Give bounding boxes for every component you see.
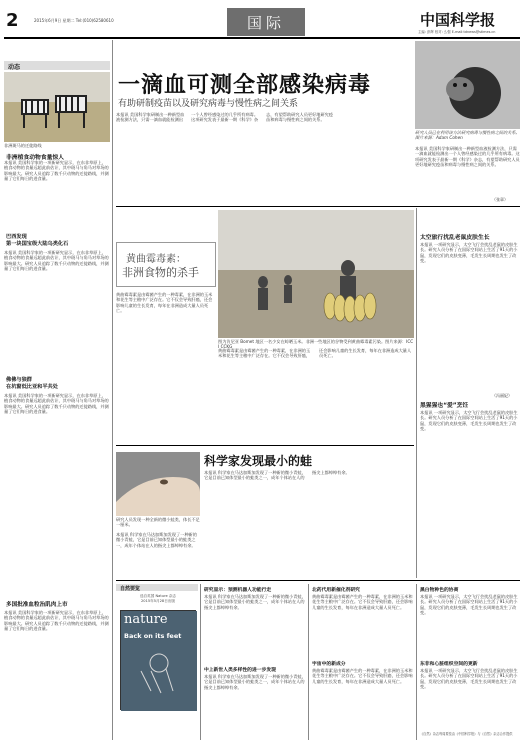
bottom-story-4: 黄曲霉毒素是由霉菌产生的一种毒素，在非洲的玉米和花生等主粮中广泛存在。它不仅会导致肝癌，还会影响儿童的生长发育，每年在非洲造成大量人员死亡。 — [312, 668, 413, 684]
chimp-photo — [415, 41, 520, 129]
bottom-headline-3: 北药代用新催化剂研究 — [312, 588, 360, 593]
left-headline-2: 巴西发现 第一块国宝级大陆乌类化石 — [6, 234, 69, 247]
science-body: 本报讯 科学家在马达加斯加发现了一种新的微小青蛙，它是目前已知体型最小的蛙类之一，成年个体站在人的指尖上都绰绰有余。 — [204, 470, 350, 481]
left-story-3: 本报讯 美国科学家的一项新研究显示，在东非草原上，植食动物的食量远超此前估计，其中斑马与角马对草场的影响最大。研究人员追踪了数千只动物的迁徙路线，并测量了它们每日的进食量。 — [4, 393, 109, 415]
zebra-photo — [4, 72, 110, 142]
nature-cover-title: nature — [124, 612, 168, 627]
bottom-headline-6: 东非和心脏组织空间的更新 — [420, 662, 478, 667]
bottom-story-1: 本报讯 科学家在马达加斯加发现了一种新的微小青蛙，它是目前已知体型最小的蛙类之一，成年个体站在人的指尖上都绰绰有余。 — [204, 594, 306, 610]
feature-body-left: 黄曲霉毒素是由霉菌产生的一种毒素，在非洲的玉米和花生等主粮中广泛存在。它不仅会导致肝癌，还会影响儿童的生长发育，每年在非洲造成大量人员死亡。 — [116, 292, 213, 314]
bottom-story-2: 本报讯 科学家在马达加斯加发现了一种新的微小青蛙，它是目前已知体型最小的蛙类之一，成年个体站在人的指尖上都绰绰有余。 — [204, 674, 306, 690]
left-headline-4: 多国批准血粒治肌肉上市 — [6, 602, 68, 608]
science-body-left: 本报讯 科学家在马达加斯加发现了一种新的微小青蛙，它是目前已知体型最小的蛙类之一，成年个体站在人的指尖上都绰绰有余。 — [116, 532, 197, 548]
right-story-2: 本报讯 一项研究显示，太空飞行会扰乱老鼠的皮肤生长。研究人员分析了在国际空间站上生活了91天的小鼠，发现它们的皮肤变薄，毛发生长周期也发生了改变。 — [420, 410, 518, 432]
bottom-story-5: 本报讯 一项研究显示，太空飞行会扰乱老鼠的皮肤生长。研究人员分析了在国际空间站上生活了91天的小鼠，发现它们的皮肤变薄，毛发生长周期也发生了改变。 — [420, 594, 518, 616]
science-headline: 科学家发现最小的蛙 — [204, 454, 313, 468]
column-header-label: 动态 — [8, 64, 21, 71]
main-headline: 一滴血可测全部感染病毒 — [118, 73, 372, 98]
feature-title-line-2: 非洲食物的杀手 — [122, 266, 199, 279]
nature-subtitle: 选自英国 Nature 杂志 2015年5月28日出版 — [139, 594, 177, 603]
feature-body: 黄曲霉毒素是由霉菌产生的一种毒素，在非洲的玉米和花生等主粮中广泛存在。它不仅会导致肝癌，还会影响儿童的生长发育，每年在非洲造成大量人员死亡。 — [218, 348, 412, 359]
bottom-story-6: 本报讯 一项研究显示，太空飞行会扰乱老鼠的皮肤生长。研究人员分析了在国际空间站上生活了91天的小鼠，发现它们的皮肤变薄，毛发生长周期也发生了改变。 — [420, 668, 518, 690]
science-rule — [116, 580, 520, 581]
main-story-body: 本报讯 美国科学家研制出一种新型血液检测方法，只需一滴血就能检测出一个人曾经感染过的几乎所有病毒。这项研究发表于最新一期《科学》杂志，有望帮助研究人员更好地研究疫苗和病毒与慢性病之间的关系。 — [116, 112, 334, 123]
bottom-headline-1: 研究显示：预测机器人功能行走 — [204, 588, 272, 593]
main-subheadline: 有助研制疫苗以及研究病毒与慢性病之间关系 — [118, 99, 299, 109]
right-column-divider — [416, 208, 417, 578]
left-headline-3: 佛佛与狼群 在坑窗低比亚和平共处 — [6, 377, 58, 390]
right-story-1: 本报讯 一项研究显示，太空飞行会扰乱老鼠的皮肤生长。研究人员分析了在国际空间站上生活了91天的小鼠，发现它们的皮肤变薄，毛发生长周期也发生了改变。 — [420, 242, 518, 264]
left-story-2: 本报讯 美国科学家的一项新研究显示，在东非草原上，植食动物的食量远超此前估计，其中斑马与角马对草场的影响最大。研究人员追踪了数千只动物的迁徙路线，并测量了它们每日的进食量。 — [4, 250, 109, 272]
bottom-headline-4: 宇宙中的新成分 — [312, 662, 346, 667]
section-title: 国际 — [246, 14, 285, 32]
feature-rule — [116, 445, 414, 446]
nature-cover-headline: Back on its feet — [124, 632, 182, 640]
bottom-footer: 《自然》杂志每周要览由《中国科学报》与《自然》杂志合作提供 — [420, 732, 513, 736]
left-headline-1: 非洲植食动物食量惊人 — [6, 155, 64, 161]
page-number: 2 — [6, 10, 19, 31]
right-byline-1: （冯丽妃） — [492, 393, 512, 398]
editor-line: 主编: 彭辉 校对: 么强 E-mail:tdnews@stimes.cn — [418, 30, 496, 34]
bottom-headline-5: 黑白物种色的协商 — [420, 588, 459, 593]
left-story-1: 本报讯 美国科学家的一项新研究显示，在东非草原上，植食动物的食量远超此前估计，其中斑马与角马对草场的影响最大。研究人员追踪了数千只动物的迁徙路线，并测量了它们每日的进食量。 — [4, 160, 109, 182]
masthead-rule — [4, 37, 520, 39]
bottom-story-3: 黄曲霉毒素是由霉菌产生的一种毒素，在非洲的玉米和花生等主粮中广泛存在。它不仅会导致肝癌，还会影响儿童的生长发育，每年在非洲造成大量人员死亡。 — [312, 594, 413, 610]
bottom-col-divider-2 — [308, 584, 309, 740]
bottom-col-divider-3 — [416, 584, 417, 740]
bottom-col-divider-1 — [200, 584, 201, 740]
finger-frog-photo — [116, 452, 200, 516]
right-headline-2: 黑猩猩也“爱”烹饪 — [420, 403, 469, 409]
right-headline-1: 太空旅行扰乱老鼠皮肤生长 — [420, 235, 490, 241]
right-top-body: 本报讯 美国科学家研制出一种新型血液检测方法，只需一滴血就能检测出一个人曾经感染过的几乎所有病毒。这项研究发表于最新一期《科学》杂志，有望帮助研究人员更好地研究疫苗和病毒与慢性病之间的关系。 — [415, 146, 520, 168]
feature-photo — [218, 210, 414, 338]
newspaper-logo: 中国科学报 — [420, 11, 496, 29]
date-line: 2015年6月9日 星期二 Tel:(010)62580610 — [34, 18, 114, 23]
left-column-divider — [112, 40, 113, 740]
finger-frog-caption: 研究人员发现一种全新的微小蛙类，体长不足一厘米。 — [116, 517, 200, 528]
chimp-caption: 研究人员已在利用该方法研究病毒与慢性病之间的关系。图片来源：Adam Cohen — [415, 130, 520, 141]
feature-title-line-1: 黄曲霉毒素： — [126, 254, 186, 265]
feature-photo-caption: 图为肯尼亚 Bomet 地区一名少女在晾晒玉米。非洲一些地区的谷物受到黄曲霉毒素污染。图片来源：ICCI CCKG — [218, 339, 414, 350]
nature-header-label: 自然要览 — [120, 586, 141, 592]
left-story-4: 本报讯 美国科学家的一项新研究显示，在东非草原上，植食动物的食量远超此前估计，其中斑马与角马对草场的影响最大。研究人员追踪了数千只动物的迁徙路线，并测量了它们每日的进食量。 — [4, 610, 109, 632]
bottom-headline-2: 中上新世人类多样性的进一步发现 — [204, 668, 276, 673]
main-byline: （张章） — [492, 197, 508, 202]
main-story-rule — [116, 206, 520, 207]
zebra-caption: 非洲斑马的迁徙路线 — [4, 143, 42, 148]
